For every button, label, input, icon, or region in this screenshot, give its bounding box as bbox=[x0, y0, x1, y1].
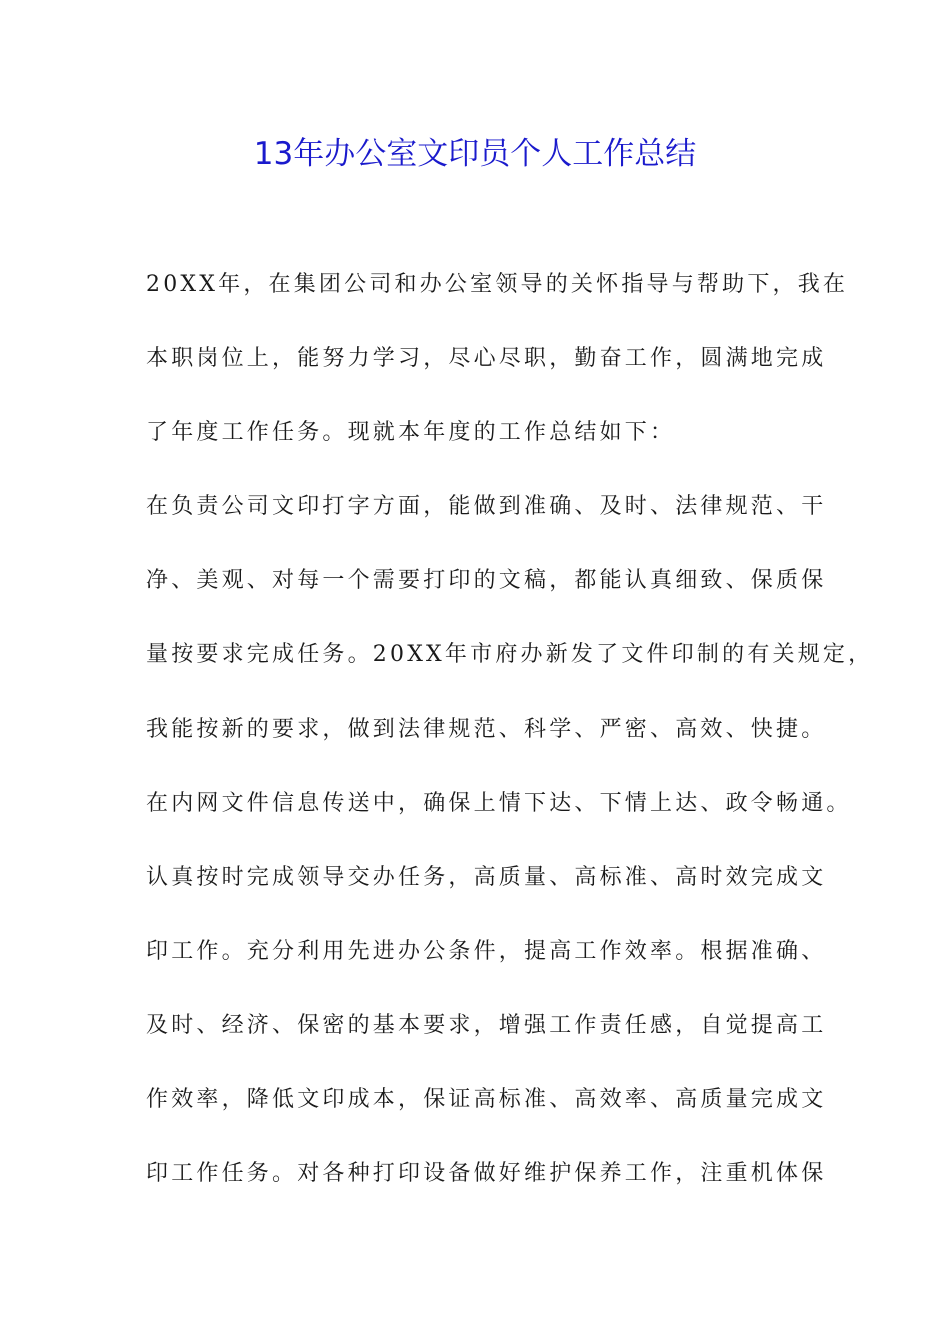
body-line: 20XX年，在集团公司和办公室领导的关怀指导与帮助下，我在 bbox=[146, 272, 849, 297]
body-line: 印工作任务。对各种打印设备做好维护保养工作，注重机体保 bbox=[146, 1161, 827, 1187]
body-line: 在内网文件信息传送中，确保上情下达、下情上达、政令畅通。 bbox=[146, 790, 852, 816]
document-body bbox=[146, 258, 874, 1221]
body-line: 本职岗位上，能努力学习，尽心尽职，勤奋工作，圆满地完成 bbox=[146, 346, 827, 372]
body-line: 我能按新的要求，做到法律规范、科学、严密、高效、快捷。 bbox=[146, 716, 827, 742]
document-title: 13年办公室文印员个人工作总结 bbox=[253, 136, 697, 172]
body-line: 及时、经济、保密的基本要求，增强工作责任感，自觉提高工 bbox=[146, 1012, 827, 1038]
body-line: 作效率，降低文印成本，保证高标准、高效率、高质量完成文 bbox=[146, 1087, 827, 1113]
body-line: 了年度工作任务。现就本年度的工作总结如下： bbox=[146, 420, 676, 446]
body-line: 净、美观、对每一个需要打印的文稿，都能认真细致、保质保 bbox=[146, 568, 827, 594]
body-line: 量按要求完成任务。20XX年市府办新发了文件印制的有关规定， bbox=[146, 642, 874, 668]
body-line: 认真按时完成领导交办任务，高质量、高标准、高时效完成文 bbox=[146, 864, 827, 890]
body-line: 在负责公司文印打字方面，能做到准确、及时、法律规范、干 bbox=[146, 494, 827, 520]
body-line: 印工作。充分利用先进办公条件，提高工作效率。根据准确、 bbox=[146, 938, 827, 964]
